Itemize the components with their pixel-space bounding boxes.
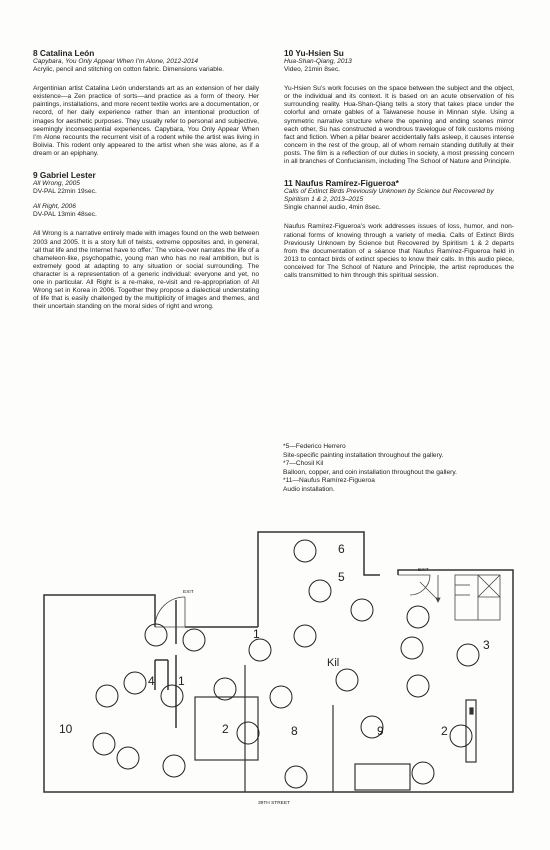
plan-label-1b: 1 [178, 674, 185, 688]
plan-label-3: 3 [483, 638, 490, 652]
exit-label-right: EXIT [418, 568, 429, 573]
plan-label-4: 4 [148, 674, 155, 688]
plan-labels [59, 542, 490, 806]
work-title: Capybara, You Only Appear When I’m Alone, 2012-2014 [33, 58, 199, 65]
plan-label-6: 6 [338, 542, 345, 556]
plan-label-2b: 2 [441, 724, 448, 738]
plan-label-kil: Kil [327, 657, 340, 669]
legend-line: Balloon, copper, and coin installation throughout the gallery. [283, 468, 457, 476]
work-title: Calls of Extinct Birds Previously Unknown by Science but Recovered by Spiritism 1 & 2, 2013–2015 [284, 188, 494, 204]
entry-body: Naufus Ramírez-Figueroa’s work addresses issues of loss, humor, and non-rational forms of knowing through a variety of media. Calls of Extinct Birds Previously Unknown by Science but Recovered by Spiritism 1 & 2 departs from the documentation of a séance that Naufus Ramírez-Figueroa held in 2013 to contact birds of extinct species to know their calls. In this audio piece, conceived for The School of Nature and Principle, the artist reproduces the calls transmitted to him through this spiritual session. [284, 223, 514, 279]
legend-line: Audio installation. [283, 485, 335, 493]
work-title: All Right, 2006 [33, 203, 76, 211]
entry-title-yu-hsien-su: 10 Yu-Hsien Su [284, 48, 344, 58]
legend-line: *5—Federico Herrero [283, 443, 346, 450]
work-format: Single channel audio, 4min 8sec. [284, 204, 381, 212]
entry-body: All Wrong is a narrative entirely made with images found on the web between 2003 and 2005. It is a story full of twists, extreme opposites and, in general, ‘all that life and the Internet have to offer.’ The voice-over narrates the life of a chameleon-like, psychopathic, young man who has no real ambition, but is extremely good at adapting to any situation or social surrounding. The character is a representation of a generic individual: everyone and yet, no one in particular. All Right is a re-make, re-visit and re-appropriation of All Wrong set in Korea in 2006. Together they propose a dialectical understating of life that is easily challenged by the multiplicity of images and themes, and their uncertain standing on the moral sides of right and wrong. [33, 230, 259, 311]
outer-walls [44, 532, 513, 792]
street-label: 39TH STREET [258, 801, 290, 806]
entry-body: Argentinian artist Catalina León understands art as an extension of her daily existence—a Zen practice of sorts—and practice as a form of theory. Her paintings, installations, and more recent textile works are a documentation, or record, of her daily experience rather than an intentional production of images for aesthetic purposes. They usually refer to personal and subjective, seemingly inconsequential experiences. Capybara, You Only Appear When I’m Alone recounts the recurrent visit of a rodent while the artist was living in Bolivia. This rodent only appeared to the artist when she was alone, as if a dream or an epiphany. [33, 85, 259, 157]
work-format: Video, 21min 8sec. [284, 66, 340, 74]
legend-line: *11—Naufus Ramírez-Figueroa [283, 477, 375, 485]
plan-label-2: 2 [222, 722, 229, 736]
entry-title-gabriel-lester: 9 Gabriel Lester [33, 170, 96, 181]
plan-label-8: 8 [291, 724, 298, 738]
work-format: DV-PAL 22min 19sec. [33, 188, 97, 196]
entry-title-naufus-ramirez-figueroa: 11 Naufus Ramírez-Figueroa* [284, 178, 399, 189]
work-medium: Acrylic, pencil and stitching on cotton fabric. Dimensions variable. [33, 66, 224, 74]
legend-line: *7—Chosil Kil [283, 460, 324, 468]
work-title: Hua-Shan-Qiang, 2013 [284, 58, 352, 65]
entry-title-catalina-leon: 8 Catalina León [33, 48, 95, 58]
entry-body: Yu-Hsien Su’s work focuses on the space between the subject and the object, or the individual and its context. It is based on an acute observation of his surrounding reality. Hua-Shan-Qiang tells a story that takes place under the colorful and ornate gables of a Taiwanese house in Minnan style. Using a symmetric narrative structure where the opening and ending scenes mirror each other, Su has constructed a wondrous travelogue of folk customs mixing fact and fiction. When a pillar bearer accidentally falls asleep, it causes intense concern in the rest of the group, all of whom remain standing dutifully at their posts. The film is a reflection of our duties in society, a most pressing concern in all branches of Confucianism, including The School of Nature and Principle. [284, 85, 514, 166]
exit-door-left [155, 597, 185, 627]
work-format: DV-PAL 13min 48sec. [33, 211, 97, 219]
exit-stair-right [398, 575, 500, 620]
plan-label-9: 9 [377, 724, 384, 738]
plan-label-5: 5 [338, 570, 345, 584]
circle-markers [93, 540, 479, 788]
work-title: All Wrong, 2005 [33, 180, 80, 188]
legend-line: Site-specific painting installation throughout the gallery. [283, 451, 444, 459]
exit-label-left: EXIT [183, 590, 194, 595]
plan-label-1: 1 [253, 627, 260, 641]
plan-label-10: 10 [59, 722, 73, 736]
